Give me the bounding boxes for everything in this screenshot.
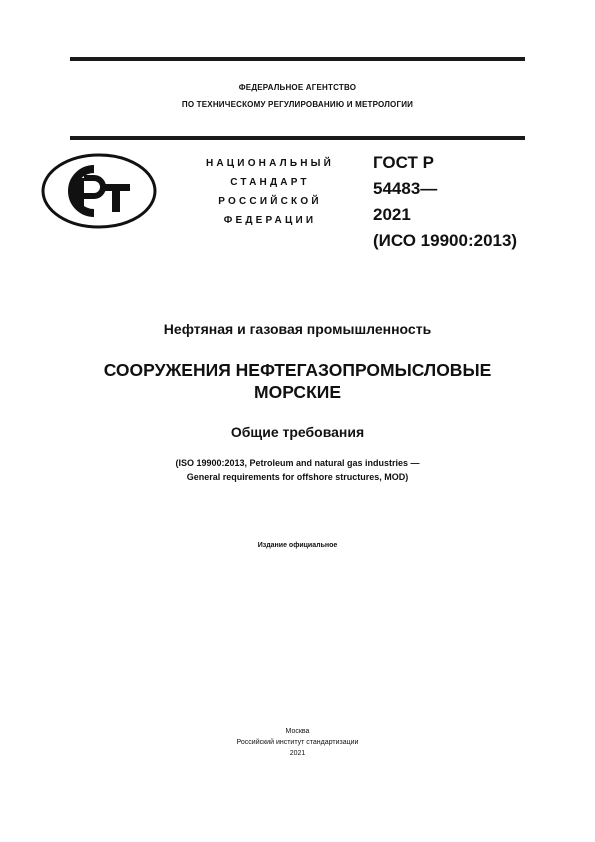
header-divider bbox=[70, 136, 525, 140]
imprint-city: Москва bbox=[285, 728, 310, 735]
national-standard-line2: СТАНДАРТ bbox=[230, 177, 310, 188]
intl-reference-line2: General requirements for offshore structures, MOD) bbox=[186, 472, 409, 482]
agency-name-line2: ПО ТЕХНИЧЕСКОМУ РЕГУЛИРОВАНИЮ И МЕТРОЛОГИИ bbox=[181, 100, 414, 109]
imprint-year: 2021 bbox=[289, 750, 306, 757]
industry-heading: Нефтяная и газовая промышленность bbox=[163, 321, 432, 337]
international-reference bbox=[70, 456, 525, 484]
standard-designation bbox=[373, 150, 517, 254]
designation-line2: 54483— bbox=[373, 179, 438, 198]
agency-name-line1: ФЕДЕРАЛЬНОЕ АГЕНТСТВО bbox=[238, 83, 357, 92]
title-line1: СООРУЖЕНИЯ НЕФТЕГАЗОПРОМЫСЛОВЫЕ bbox=[103, 360, 492, 380]
official-edition-note: Издание официальное bbox=[257, 542, 338, 549]
imprint-publisher: Российский институт стандартизации bbox=[236, 739, 359, 746]
imprint bbox=[70, 726, 525, 759]
document-title bbox=[70, 359, 525, 403]
top-rule bbox=[70, 57, 525, 61]
designation-line3: 2021 bbox=[373, 205, 411, 224]
title-line2: МОРСКИЕ bbox=[254, 382, 341, 402]
national-standard-line4: ФЕДЕРАЦИИ bbox=[223, 215, 317, 226]
national-standard-label bbox=[170, 154, 370, 230]
document-subtitle: Общие требования bbox=[230, 424, 365, 440]
designation-line1: ГОСТ Р bbox=[373, 153, 434, 172]
national-standard-line3: РОССИЙСКОЙ bbox=[218, 196, 322, 207]
intl-reference-line1: (ISO 19900:2013, Petroleum and natural gas industries — bbox=[175, 458, 420, 468]
designation-line4: (ИСО 19900:2013) bbox=[373, 231, 518, 250]
rst-certification-mark-icon bbox=[40, 152, 158, 230]
national-standard-line1: НАЦИОНАЛЬНЫЙ bbox=[205, 158, 335, 169]
